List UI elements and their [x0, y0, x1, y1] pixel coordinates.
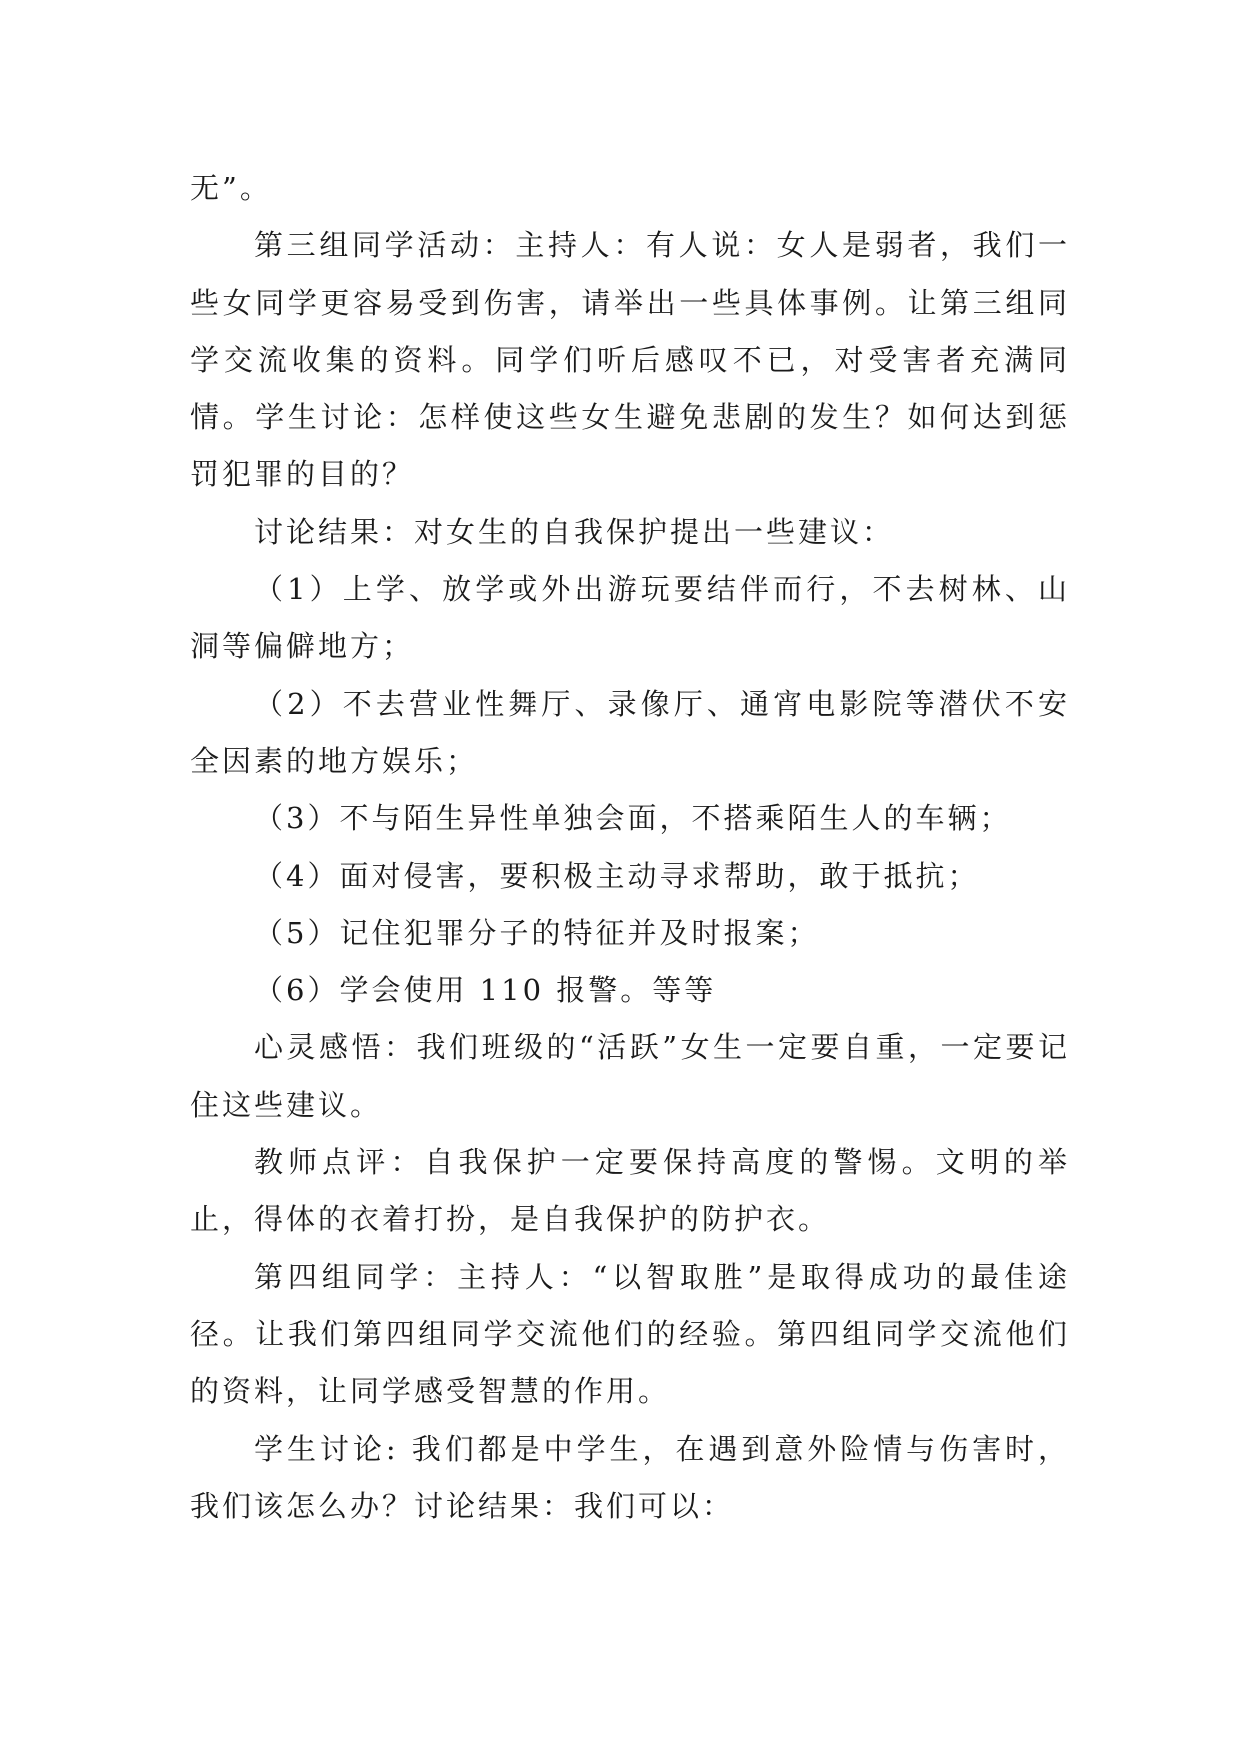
paragraph-continuation: 无”。: [190, 171, 272, 205]
list-item-suggestion-2: （2）不去营业性舞厅、录像厅、通宵电影院等潜伏不安全因素的地方娱乐；: [190, 686, 1070, 778]
paragraph-discussion-result: 讨论结果：对女生的自我保护提出一些建议：: [254, 514, 895, 549]
list-item-suggestion-3: （3）不与陌生异性单独会面，不搭乘陌生人的车辆；: [254, 801, 1012, 836]
list-item-suggestion-6: （6）学会使用 110 报警。等等: [254, 973, 717, 1008]
paragraph-teacher-comment: 教师点评：自我保护一定要保持高度的警惕。文明的举止，得体的衣着打扮，是自我保护的防护衣。: [190, 1145, 1070, 1237]
list-item-suggestion-1: （1）上学、放学或外出游玩要结伴而行，不去树林、山洞等偏僻地方；: [190, 572, 1070, 664]
list-item-suggestion-4: （4）面对侵害，要积极主动寻求帮助，敢于抵抗；: [254, 858, 980, 893]
paragraph-group-three-activity: 第三组同学活动：主持人：有人说：女人是弱者，我们一些女同学更容易受到伤害，请举出一些具体事例。让第三组同学交流收集的资料。同学们听后感叹不已，对受害者充满同情。学生讨论：怎样使这些女生避免悲剧的发生？如何达到惩罚犯罪的目的？: [190, 228, 1070, 492]
paragraph-group-four: 第四组同学：主持人：“以智取胜”是取得成功的最佳途径。让我们第四组同学交流他们的经验。第四组同学交流他们的资料，让同学感受智慧的作用。: [190, 1259, 1070, 1409]
paragraph-reflection: 心灵感悟：我们班级的“活跃”女生一定要自重，一定要记住这些建议。: [190, 1030, 1070, 1122]
list-item-suggestion-5: （5）记住犯罪分子的特征并及时报案；: [254, 915, 820, 950]
document-body: [190, 160, 1070, 1535]
paragraph-student-discussion: 学生讨论: 我们都是中学生，在遇到意外险情与伤害时，我们该怎么办？讨论结果：我们可以：: [190, 1431, 1070, 1523]
